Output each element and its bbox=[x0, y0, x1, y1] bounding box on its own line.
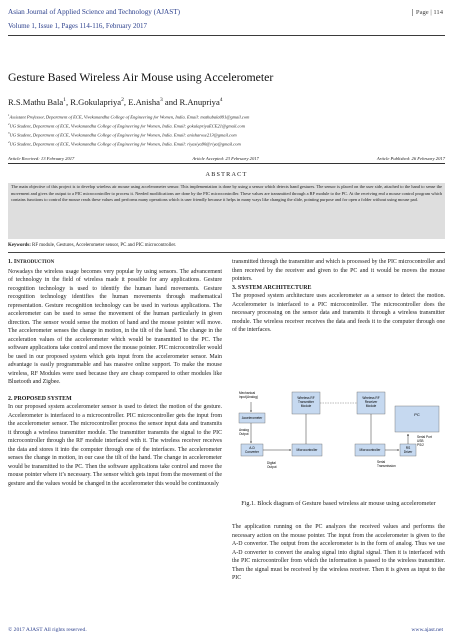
header-rule bbox=[8, 35, 445, 36]
right-column bbox=[232, 258, 445, 335]
section-heading-proposed: 2. PROPOSED SYSTEM bbox=[8, 395, 72, 402]
section-heading-architecture: 3. SYSTEM ARCHITECTURE bbox=[232, 284, 312, 291]
rx-module-label: Wireless RF Receiver Module bbox=[362, 396, 380, 408]
keywords bbox=[8, 243, 176, 248]
author-name: E.Anisha bbox=[128, 97, 160, 107]
serial-transmission-label: Serial Transmission bbox=[377, 460, 396, 468]
analog-output-label: Analog Output bbox=[239, 428, 249, 436]
footer-copyright: © 2017 AJAST All rights reserved. bbox=[8, 627, 87, 633]
pc-box bbox=[395, 406, 439, 432]
left-column bbox=[8, 258, 222, 488]
author-name: R.S.Mathu Bala bbox=[8, 97, 64, 107]
date-received: Article Received: 13 February 2017 bbox=[8, 156, 75, 161]
paper-title: Gesture Based Wireless Air Mouse using Accelerometer bbox=[8, 70, 274, 84]
block-diagram bbox=[237, 388, 443, 498]
keywords-list: RF module, Gestures, Accelerometer sensor, PC and PIC microcontroller. bbox=[30, 243, 177, 248]
author-affiliation-marker: 3 bbox=[159, 97, 163, 104]
dates-rule bbox=[8, 163, 445, 164]
figure-caption: Fig.1. Block diagram of Gesture based wireless air mouse using accelerometer bbox=[241, 500, 436, 507]
adc-label: A-D Converter bbox=[245, 446, 259, 454]
keywords-rule bbox=[8, 252, 445, 253]
article-dates bbox=[8, 156, 445, 161]
serial-port-label: Serial Port USB PS/2 bbox=[417, 435, 432, 447]
keywords-label: Keywords: bbox=[8, 243, 31, 248]
journal-volume: Volume 1, Issue 1, Pages 114-116, February 2017 bbox=[8, 22, 147, 30]
accelerometer-label: Accelerometer bbox=[241, 416, 263, 420]
author-affiliation-marker: 1 bbox=[63, 97, 66, 104]
rs-driver-label: RS Driver bbox=[403, 446, 413, 454]
section-heading-introduction: 1. INTRODUCTION bbox=[8, 259, 55, 265]
author-name: R.Anupriya bbox=[179, 97, 220, 107]
mech-input-label: Mechanical input(Analog) bbox=[239, 391, 258, 399]
author-name: R.Gokulapriya bbox=[70, 97, 122, 107]
author-affiliation-marker: 2 bbox=[121, 97, 124, 104]
affiliation-line: $^4$UG Student, Department of ECE, Vivekanandha College of Engineering for Women, India. Email: riyasiya90@riya@gmail.com bbox=[8, 139, 241, 147]
abstract-text: The main objective of this project is to develop wireless air mouse using accelerometer sensor. This implementation is done by using a sensor which detects hand gestures. The sensor is placed on the user side, attached to the hand to sense the movement and gives the output to a PIC microcontroller to process it. Needed modifications are done by the PIC microcontroller. These values are transmitted through a RF module to the PC. At the receiving end a mouse control program which contains functions to control the mouse reads these values and performs many operations which is user friendly because it helps in many ways like changing the slide, pointing purpose and for open a folder without using mouse pad. bbox=[8, 183, 445, 239]
affiliation-line: $^2$UG Student, Department of ECE, Vivekanandha College of Engineering for Women, India. Email: gokulapriyaECE21@gmail.com bbox=[8, 121, 246, 129]
micro-rx-label: Microcontroller bbox=[359, 448, 381, 452]
page-number: Page | 114 bbox=[412, 9, 443, 16]
date-accepted: Article Accepted: 23 February 2017 bbox=[192, 156, 259, 161]
right-column-bottom-text: The application running on the PC analyzes the received values and performs the necessary action on the mouse pointer. The input from the accelerometer is given to the A-D convertor. The output from the accelerometer is in the form of analog. Thus we use A-D converter to convert the analog signal into digital signal. Then it is interfaced with the PIC microcontroller from which the information is passed to the wireless transmitter. Then the signal must be received by the wireless receiver. Then it is given as input to the PIC bbox=[232, 524, 445, 581]
continued-text: transmitted through the transmitter and which is processed by the PIC microcontroller and then received by the receiver and given to the PC and it would be moves the mouse pointers. bbox=[232, 259, 445, 282]
pc-label: PC bbox=[414, 412, 420, 417]
abstract-heading: ABSTRACT bbox=[205, 171, 248, 178]
digital-output-label: Digital Output bbox=[267, 461, 277, 469]
affiliation-line: $^1$Assistant Professor, Department of ECE, Vivekanandha College of Engineering for Women, India. Email: mathubala091@gmail.com bbox=[8, 113, 250, 120]
footer-url: www.ajast.net bbox=[411, 627, 443, 633]
architecture-text: The proposed system architecture uses accelerometer as a sensor to detect the motion. Accelerometer is interfaced to a PIC microcontroller. The microcontroller does the necessary processing on the sensor data and transmits it through a wireless transmitter module. The wireless receiver receives the data and feeds it to the computer through one of the interfaces. bbox=[232, 293, 445, 333]
author-affiliation-marker: 4 bbox=[219, 97, 223, 104]
micro-tx-label: Microcontroller bbox=[296, 448, 318, 452]
date-published: Article Published: 26 February 2017 bbox=[376, 156, 445, 161]
author-list: R.S.Mathu Bala$^1$, R.Gokulapriya$^2$, E.Anisha$^3$ and R.Anupriya$^4$ bbox=[8, 97, 223, 107]
introduction-text: Nowadays the wireless usage becomes very popular by using sensors. The advancement of technology in the field of wireless made it possible for any applications. Gesture recognition technology is used to identify the human hand movements. Gesture recognition technology identifies the human movements through mathematical representation. Gesture recognition technology can be used in various applications. The accelerometer can be used to sense the movement of the human particularly in given direction. The sensor would sense the motion of hand and the mouse pointer will move. The accelerometer senses the change in motion, in the tilt of the hand. The change in the acceleration values of the accelerometer which would be transmitted to the PC. The software applications take control and move the mouse pointer. PIC microcontroller would be used in our proposed system which gets input from the accelerometer sensor. Main advantage is easily programmable and has massive online support. To make the mouse wireless, RF Modules were used because they are cheap compared to other modules like Bluetooth and Zigbee. bbox=[8, 268, 222, 385]
journal-name: Asian Journal of Applied Science and Technology (AJAST) bbox=[8, 8, 181, 16]
affiliations bbox=[8, 112, 249, 148]
proposed-text: In our proposed system accelerometer sensor is used to detect the motion of the gesture. Accelerometer is interfaced to a microcontroller. PIC microcontroller gets the input from the accelerometer sensor. The microcontroller process the sensor input data and transmits it through a wireless transmitter module. The transmitter transmits the signal to the PIC microcontroller through the RF module interfaced with it. The wireless receiver receives the data and stores it into the computer through one of the interfaces. The accelerometer senses the change in motion, in our case the tilt of the hand. The change in accelerometer would be transmitted to the PC. Then the software applications take control and move the mouse pointer where it’s necessary. The sensor which gets input from the movement of the gesture and the values would be changed in the accelerometer this would be continuously bbox=[8, 404, 222, 487]
tx-module-label: Wireless RF Transmitter Module bbox=[297, 396, 315, 408]
affiliation-line: $^3$UG Student, Department of ECE, Vivekanandha College of Engineering for Women, India. Email: anisharose213@gmail.com bbox=[8, 130, 237, 138]
